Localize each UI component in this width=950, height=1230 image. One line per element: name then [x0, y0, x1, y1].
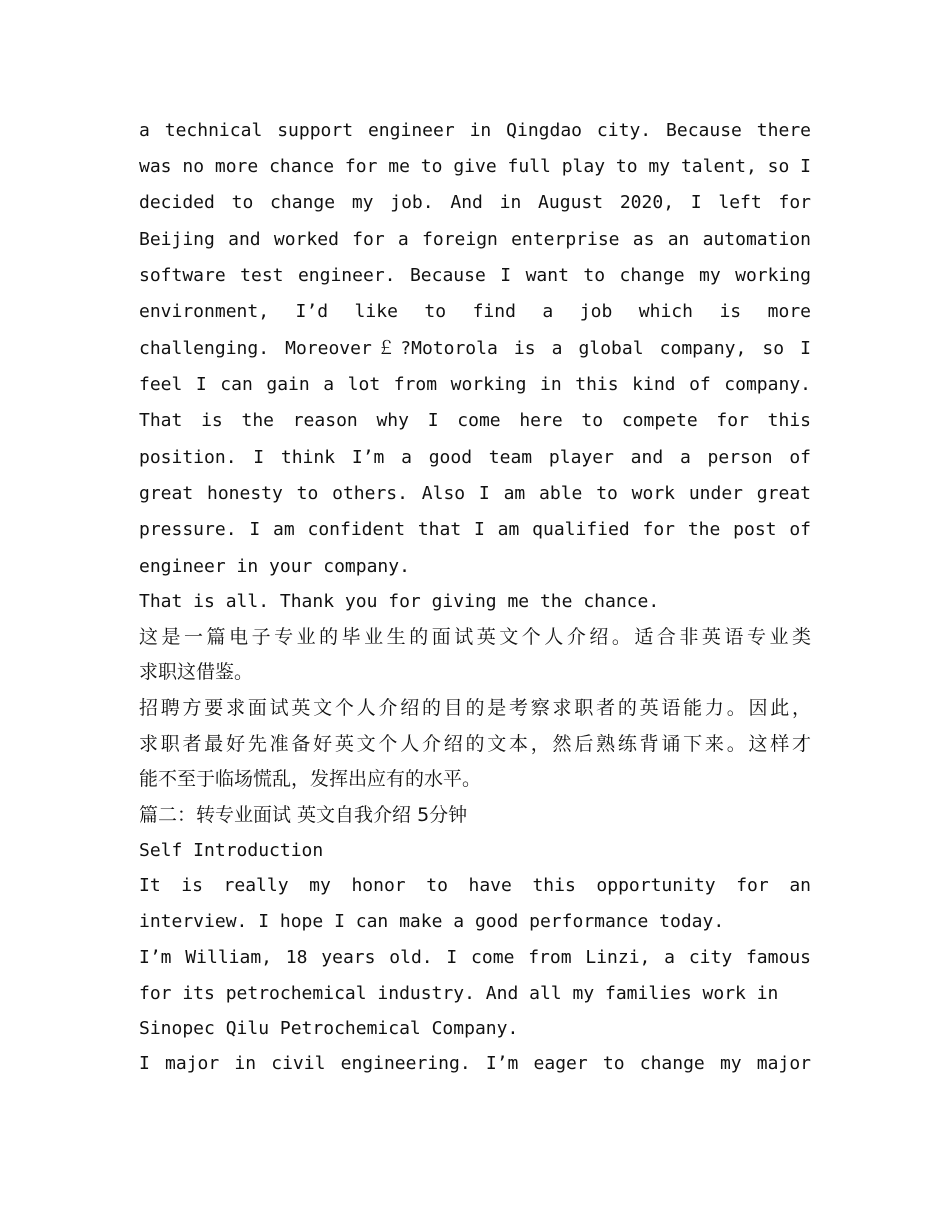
- text-line: Sinopec Qilu Petrochemical Company.: [139, 1018, 519, 1039]
- text-line: 求职这借鉴。: [139, 661, 254, 683]
- text-line: software test engineer. Because I want to change my working: [139, 265, 811, 286]
- text-line: Beijing and worked for a foreign enterprise as an automation: [139, 229, 811, 250]
- text-line: I’m William, 18 years old. I come from Linzi, a city famous: [139, 947, 811, 968]
- text-line: That is the reason why I come here to compete for this: [139, 410, 811, 431]
- text-line: great honesty to others. Also I am able to work under great: [139, 483, 811, 504]
- text-line: was no more chance for me to give full play to my talent, so I: [139, 156, 811, 177]
- text-line: environment, I’d like to find a job which is more: [139, 301, 811, 322]
- text-line: It is really my honor to have this opportunity for an: [139, 875, 811, 896]
- text-line: feel I can gain a lot from working in this kind of company.: [139, 374, 811, 395]
- text-line: a technical support engineer in Qingdao city. Because there: [139, 120, 811, 141]
- text-line: pressure. I am confident that I am qualified for the post of: [139, 519, 811, 540]
- text-line: position. I think I’m a good team player and a person of: [139, 447, 811, 468]
- text-line: for its petrochemical industry. And all my families work in: [139, 983, 779, 1004]
- text-line: 求职者最好先准备好英文个人介绍的文本，然后熟练背诵下来。这样才: [139, 733, 811, 755]
- text-line: decided to change my job. And in August 2020, I left for: [139, 192, 811, 213]
- text-line: challenging. Moreover￡?Motorola is a global company, so I: [139, 338, 811, 359]
- section-subtitle: Self Introduction: [139, 840, 324, 861]
- section-heading: 篇二：转专业面试 英文自我介绍 5分钟: [139, 804, 468, 826]
- text-line: 招聘方要求面试英文个人介绍的目的是考察求职者的英语能力。因此，: [139, 697, 811, 719]
- text-line: That is all. Thank you for giving me the chance.: [139, 591, 660, 612]
- text-line: engineer in your company.: [139, 556, 410, 577]
- text-line: I major in civil engineering. I’m eager to change my major: [139, 1053, 811, 1074]
- text-line: 能不至于临场慌乱，发挥出应有的水平。: [139, 768, 482, 790]
- text-line: 这是一篇电子专业的毕业生的面试英文个人介绍。适合非英语专业类: [139, 626, 811, 648]
- text-line: interview. I hope I can make a good performance today.: [139, 911, 725, 932]
